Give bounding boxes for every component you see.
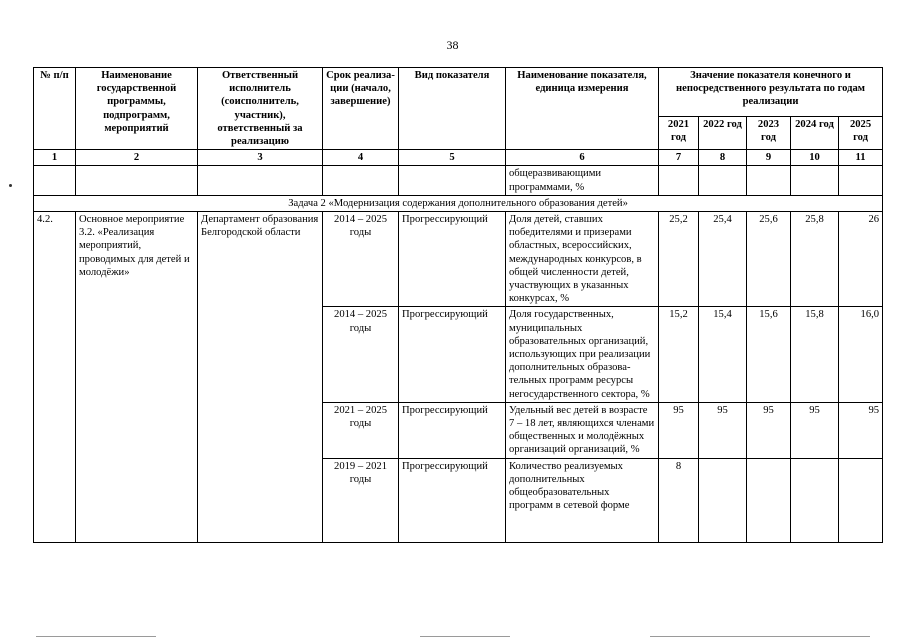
column-number: 5 bbox=[399, 150, 506, 166]
value-cell: 15,6 bbox=[747, 307, 791, 402]
column-number: 6 bbox=[506, 150, 659, 166]
table-header bbox=[34, 68, 883, 150]
task-title: Задача 2 «Модернизация содержания дополнительного образования детей» bbox=[34, 195, 883, 211]
term-cell: 2019 – 2021 годы bbox=[323, 458, 399, 542]
value-cell: 95 bbox=[747, 402, 791, 458]
indicator-cell: Доля государственных, муниципальных образовательных организаций, использующих при реализации дополнительных образова-тельных программ ресурсы негосударственного сектора, % bbox=[506, 307, 659, 402]
scan-artifact bbox=[36, 636, 156, 637]
column-number: 10 bbox=[791, 150, 839, 166]
value-cell bbox=[747, 458, 791, 542]
column-number: 3 bbox=[198, 150, 323, 166]
term-cell: 2014 – 2025 годы bbox=[323, 212, 399, 307]
column-number: 11 bbox=[839, 150, 883, 166]
continuation-row bbox=[34, 166, 883, 195]
header-values: Значение показателя конечного и непосредственного результата по годам реализации bbox=[659, 68, 883, 117]
indicator-cell: Доля детей, ставших победителями и призерами областных, всероссийских, международных конкурсов, в общей численности детей, участвующих в указанных конкурсах, % bbox=[506, 212, 659, 307]
header-term: Срок реализа-ции (начало, завершение) bbox=[323, 68, 399, 150]
item-executor: Департамент образования Белгородской области bbox=[198, 212, 323, 543]
value-cell: 16,0 bbox=[839, 307, 883, 402]
value-cell: 25,6 bbox=[747, 212, 791, 307]
column-numbers-row bbox=[34, 150, 883, 166]
header-year: 2022 год bbox=[699, 116, 747, 150]
header-num: № п/п bbox=[34, 68, 76, 150]
value-cell: 15,4 bbox=[699, 307, 747, 402]
header-type: Вид показателя bbox=[399, 68, 506, 150]
header-indicator: Наименование показателя, единица измерения bbox=[506, 68, 659, 150]
value-cell: 95 bbox=[699, 402, 747, 458]
header-year: 2025 год bbox=[839, 116, 883, 150]
value-cell bbox=[791, 458, 839, 542]
term-cell: 2014 – 2025 годы bbox=[323, 307, 399, 402]
header-year: 2023 год bbox=[747, 116, 791, 150]
column-number: 9 bbox=[747, 150, 791, 166]
header-year: 2024 год bbox=[791, 116, 839, 150]
header-executor: Ответственный исполнитель (соисполнитель, участник), ответственный за реализацию bbox=[198, 68, 323, 150]
scan-artifact bbox=[650, 636, 870, 637]
column-number: 1 bbox=[34, 150, 76, 166]
header-name: Наименование государственной программы, подпрограмм, мероприятий bbox=[76, 68, 198, 150]
value-cell: 8 bbox=[659, 458, 699, 542]
scan-artifact bbox=[420, 636, 510, 637]
value-cell: 95 bbox=[839, 402, 883, 458]
indicator-cell: Удельный вес детей в возрасте 7 – 18 лет, являющихся членами общественных и молодёжных организаций организаций, % bbox=[506, 402, 659, 458]
indicator-cell: Количество реализуемых дополнительных общеобразовательных программ в сетевой форме bbox=[506, 458, 659, 542]
item-name: Основное мероприятие 3.2. «Реализация мероприятий, проводимых для детей и молодёжи» bbox=[76, 212, 198, 543]
value-cell: 26 bbox=[839, 212, 883, 307]
value-cell: 95 bbox=[791, 402, 839, 458]
value-cell bbox=[699, 458, 747, 542]
value-cell: 25,8 bbox=[791, 212, 839, 307]
item-number: 4.2. bbox=[34, 212, 76, 543]
type-cell: Прогрессирующий bbox=[399, 458, 506, 542]
type-cell: Прогрессирующий bbox=[399, 212, 506, 307]
type-cell: Прогрессирующий bbox=[399, 307, 506, 402]
type-cell: Прогрессирующий bbox=[399, 402, 506, 458]
value-cell bbox=[839, 458, 883, 542]
header-year: 2021 год bbox=[659, 116, 699, 150]
page-number: 38 bbox=[446, 38, 459, 52]
table-row bbox=[34, 212, 883, 307]
scan-speck bbox=[9, 184, 12, 187]
column-number: 2 bbox=[76, 150, 198, 166]
value-cell: 25,2 bbox=[659, 212, 699, 307]
column-number: 7 bbox=[659, 150, 699, 166]
column-number: 8 bbox=[699, 150, 747, 166]
value-cell: 15,2 bbox=[659, 307, 699, 402]
value-cell: 25,4 bbox=[699, 212, 747, 307]
indicators-table bbox=[33, 67, 883, 543]
value-cell: 95 bbox=[659, 402, 699, 458]
task-row bbox=[34, 195, 883, 211]
column-number: 4 bbox=[323, 150, 399, 166]
value-cell: 15,8 bbox=[791, 307, 839, 402]
continuation-text: общеразвивающими программами, % bbox=[506, 166, 659, 195]
term-cell: 2021 – 2025 годы bbox=[323, 402, 399, 458]
